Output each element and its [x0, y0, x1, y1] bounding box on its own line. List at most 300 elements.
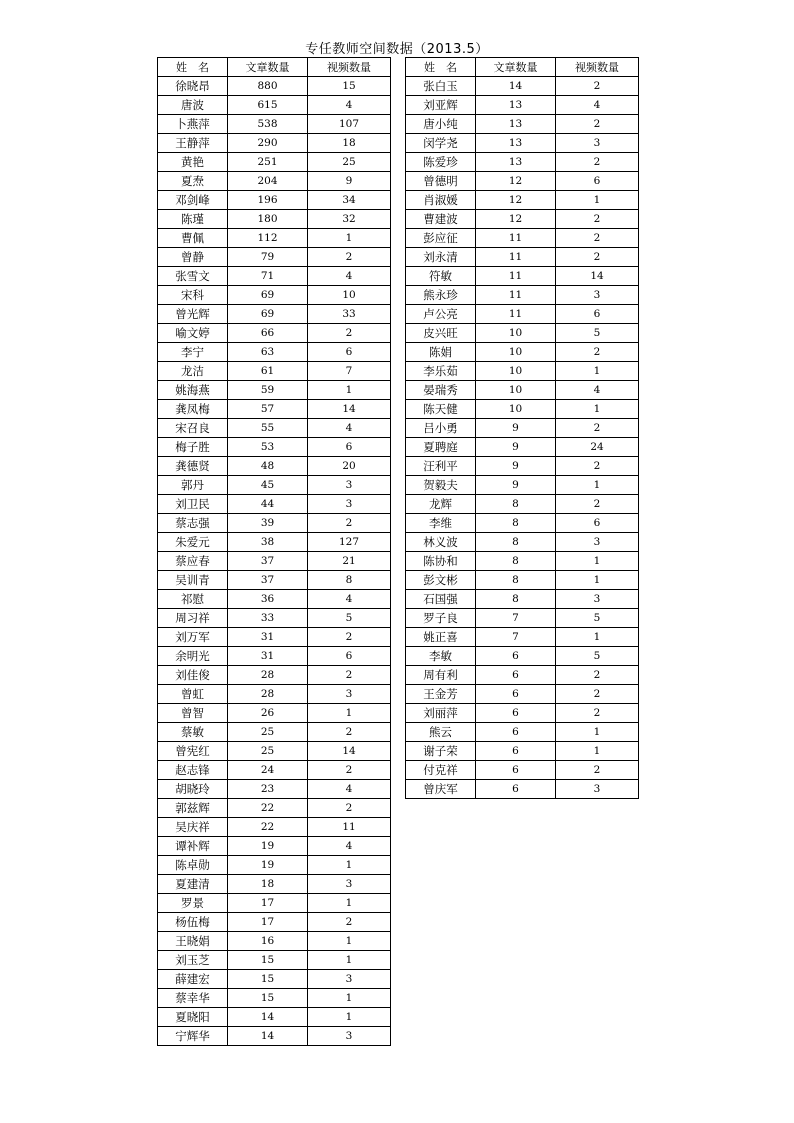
- teacher-name-cell: 李乐茹: [406, 362, 476, 381]
- article-count-cell: 24: [228, 761, 308, 780]
- table-row: [158, 932, 391, 951]
- video-count-cell: 5: [556, 609, 639, 628]
- article-count-cell: 8: [476, 495, 556, 514]
- teacher-name-cell: 陈瑾: [158, 210, 228, 229]
- video-count-cell: 1: [308, 932, 391, 951]
- table-row: [406, 210, 639, 229]
- video-count-cell: 6: [556, 172, 639, 191]
- table-row: [158, 590, 391, 609]
- teacher-name-cell: 祁慰: [158, 590, 228, 609]
- article-count-cell: 17: [228, 894, 308, 913]
- article-count-cell: 33: [228, 609, 308, 628]
- article-count-cell: 9: [476, 419, 556, 438]
- teacher-name-cell: 周习祥: [158, 609, 228, 628]
- video-count-cell: 6: [308, 438, 391, 457]
- teacher-name-cell: 刘永清: [406, 248, 476, 267]
- video-count-cell: 5: [556, 647, 639, 666]
- table-row: [158, 1008, 391, 1027]
- article-count-cell: 16: [228, 932, 308, 951]
- table-row: [158, 362, 391, 381]
- teacher-name-cell: 黄艳: [158, 153, 228, 172]
- teacher-name-cell: 罗景: [158, 894, 228, 913]
- teacher-name-cell: 夏晓阳: [158, 1008, 228, 1027]
- table-row: [406, 400, 639, 419]
- article-count-cell: 6: [476, 666, 556, 685]
- table-row: [158, 457, 391, 476]
- teacher-name-cell: 宁辉华: [158, 1027, 228, 1046]
- video-count-cell: 1: [556, 362, 639, 381]
- name-column-header: 姓 名: [406, 58, 476, 77]
- video-count-cell: 24: [556, 438, 639, 457]
- teacher-name-cell: 龙辉: [406, 495, 476, 514]
- video-count-cell: 1: [556, 742, 639, 761]
- table-row: [406, 343, 639, 362]
- video-count-cell: 14: [308, 400, 391, 419]
- video-count-cell: 4: [308, 590, 391, 609]
- video-count-cell: 1: [556, 552, 639, 571]
- teacher-name-cell: 卢公亮: [406, 305, 476, 324]
- table-row: [406, 761, 639, 780]
- teacher-name-cell: 余明光: [158, 647, 228, 666]
- table-row: [406, 609, 639, 628]
- teacher-name-cell: 石国强: [406, 590, 476, 609]
- table-row: [158, 571, 391, 590]
- article-count-cell: 17: [228, 913, 308, 932]
- video-count-cell: 3: [556, 134, 639, 153]
- table-row: [158, 609, 391, 628]
- video-count-cell: 3: [556, 590, 639, 609]
- teacher-name-cell: 夏建清: [158, 875, 228, 894]
- teacher-name-cell: 卜燕萍: [158, 115, 228, 134]
- article-count-cell: 6: [476, 761, 556, 780]
- video-count-cell: 127: [308, 533, 391, 552]
- teacher-name-cell: 龙洁: [158, 362, 228, 381]
- article-count-cell: 7: [476, 628, 556, 647]
- video-count-cell: 14: [556, 267, 639, 286]
- video-count-cell: 2: [556, 248, 639, 267]
- video-count-cell: 1: [308, 381, 391, 400]
- video-count-cell: 3: [556, 533, 639, 552]
- article-count-cell: 112: [228, 229, 308, 248]
- table-row: [158, 229, 391, 248]
- article-count-cell: 79: [228, 248, 308, 267]
- teacher-name-cell: 姚正喜: [406, 628, 476, 647]
- table-row: [158, 305, 391, 324]
- video-count-cell: 4: [556, 381, 639, 400]
- article-count-cell: 45: [228, 476, 308, 495]
- video-count-cell: 1: [308, 856, 391, 875]
- teacher-name-cell: 周有利: [406, 666, 476, 685]
- table-row: [406, 134, 639, 153]
- teacher-name-cell: 曾静: [158, 248, 228, 267]
- video-count-cell: 2: [308, 761, 391, 780]
- article-count-cell: 7: [476, 609, 556, 628]
- article-count-cell: 251: [228, 153, 308, 172]
- article-count-cell: 9: [476, 457, 556, 476]
- table-row: [406, 704, 639, 723]
- article-count-cell: 31: [228, 647, 308, 666]
- table-row: [158, 96, 391, 115]
- table-row: [158, 77, 391, 96]
- name-column-header: 姓 名: [158, 58, 228, 77]
- article-count-cell: 8: [476, 514, 556, 533]
- table-row: [158, 210, 391, 229]
- table-row: [158, 115, 391, 134]
- teacher-name-cell: 陈娟: [406, 343, 476, 362]
- video-count-cell: 1: [308, 229, 391, 248]
- teacher-name-cell: 李维: [406, 514, 476, 533]
- video-count-cell: 2: [308, 723, 391, 742]
- article-count-cell: 12: [476, 191, 556, 210]
- article-count-cell: 13: [476, 134, 556, 153]
- table-row: [158, 134, 391, 153]
- header-row: [158, 58, 391, 77]
- video-count-cell: 2: [556, 77, 639, 96]
- video-count-cell: 1: [556, 476, 639, 495]
- article-count-column-header: 文章数量: [228, 58, 308, 77]
- teacher-name-cell: 闵学尧: [406, 134, 476, 153]
- video-count-cell: 20: [308, 457, 391, 476]
- table-row: [158, 552, 391, 571]
- article-count-cell: 196: [228, 191, 308, 210]
- teacher-name-cell: 蔡应春: [158, 552, 228, 571]
- video-count-cell: 2: [556, 343, 639, 362]
- table-row: [406, 115, 639, 134]
- teacher-name-cell: 龚德贤: [158, 457, 228, 476]
- table-row: [158, 286, 391, 305]
- table-row: [158, 761, 391, 780]
- table-row: [158, 666, 391, 685]
- table-row: [158, 742, 391, 761]
- teacher-name-cell: 晏瑞秀: [406, 381, 476, 400]
- article-count-cell: 31: [228, 628, 308, 647]
- teacher-name-cell: 宋科: [158, 286, 228, 305]
- teacher-name-cell: 熊永珍: [406, 286, 476, 305]
- article-count-cell: 71: [228, 267, 308, 286]
- article-count-cell: 6: [476, 647, 556, 666]
- teacher-name-cell: 陈卓勋: [158, 856, 228, 875]
- teacher-name-cell: 皮兴旺: [406, 324, 476, 343]
- article-count-cell: 28: [228, 685, 308, 704]
- teacher-name-cell: 杨伍梅: [158, 913, 228, 932]
- article-count-cell: 69: [228, 286, 308, 305]
- teacher-name-cell: 曾虹: [158, 685, 228, 704]
- video-count-cell: 4: [308, 419, 391, 438]
- article-count-cell: 11: [476, 286, 556, 305]
- teacher-name-cell: 彭应征: [406, 229, 476, 248]
- article-count-cell: 18: [228, 875, 308, 894]
- article-count-cell: 55: [228, 419, 308, 438]
- video-count-column-header: 视频数量: [308, 58, 391, 77]
- article-count-cell: 6: [476, 780, 556, 799]
- teacher-name-cell: 陈爱珍: [406, 153, 476, 172]
- video-count-cell: 2: [556, 457, 639, 476]
- article-count-cell: 8: [476, 552, 556, 571]
- header-row: [406, 58, 639, 77]
- table-row: [406, 457, 639, 476]
- teacher-name-cell: 郭兹辉: [158, 799, 228, 818]
- table-row: [158, 875, 391, 894]
- article-count-cell: 9: [476, 438, 556, 457]
- teacher-name-cell: 喻文婷: [158, 324, 228, 343]
- article-count-cell: 615: [228, 96, 308, 115]
- teacher-name-cell: 刘丽萍: [406, 704, 476, 723]
- table-row: [406, 723, 639, 742]
- article-count-cell: 19: [228, 856, 308, 875]
- table-row: [158, 172, 391, 191]
- teacher-name-cell: 曹建波: [406, 210, 476, 229]
- teacher-name-cell: 吕小勇: [406, 419, 476, 438]
- article-count-cell: 11: [476, 248, 556, 267]
- video-count-cell: 33: [308, 305, 391, 324]
- video-count-cell: 4: [308, 96, 391, 115]
- table-row: [158, 153, 391, 172]
- table-row: [406, 172, 639, 191]
- article-count-cell: 11: [476, 267, 556, 286]
- table-row: [158, 970, 391, 989]
- video-count-cell: 1: [556, 571, 639, 590]
- article-count-cell: 13: [476, 96, 556, 115]
- video-count-cell: 5: [308, 609, 391, 628]
- table-row: [406, 305, 639, 324]
- video-count-column-header: 视频数量: [556, 58, 639, 77]
- teacher-name-cell: 符敏: [406, 267, 476, 286]
- table-row: [158, 704, 391, 723]
- teacher-name-cell: 曾智: [158, 704, 228, 723]
- table-row: [406, 552, 639, 571]
- teacher-name-cell: 张雪文: [158, 267, 228, 286]
- video-count-cell: 10: [308, 286, 391, 305]
- video-count-cell: 32: [308, 210, 391, 229]
- teacher-name-cell: 曾德明: [406, 172, 476, 191]
- video-count-cell: 3: [308, 1027, 391, 1046]
- teacher-name-cell: 梅子胜: [158, 438, 228, 457]
- teacher-name-cell: 曹佩: [158, 229, 228, 248]
- teacher-name-cell: 刘亚辉: [406, 96, 476, 115]
- article-count-cell: 25: [228, 723, 308, 742]
- article-count-cell: 15: [228, 951, 308, 970]
- teacher-name-cell: 曾庆军: [406, 780, 476, 799]
- video-count-cell: 1: [556, 628, 639, 647]
- table-row: [158, 438, 391, 457]
- table-row: [406, 571, 639, 590]
- table-row: [406, 324, 639, 343]
- teacher-name-cell: 蔡志强: [158, 514, 228, 533]
- table-row: [406, 248, 639, 267]
- table-row: [158, 989, 391, 1008]
- article-count-cell: 180: [228, 210, 308, 229]
- table-row: [158, 647, 391, 666]
- table-row: [406, 381, 639, 400]
- article-count-cell: 11: [476, 229, 556, 248]
- teacher-name-cell: 曾宪红: [158, 742, 228, 761]
- article-count-cell: 15: [228, 989, 308, 1008]
- teacher-name-cell: 朱爱元: [158, 533, 228, 552]
- article-count-cell: 12: [476, 172, 556, 191]
- teacher-name-cell: 谢子荣: [406, 742, 476, 761]
- article-count-cell: 8: [476, 571, 556, 590]
- right-data-table: [405, 57, 639, 799]
- table-row: [158, 476, 391, 495]
- video-count-cell: 2: [556, 704, 639, 723]
- table-row: [158, 514, 391, 533]
- table-row: [406, 77, 639, 96]
- article-count-cell: 10: [476, 400, 556, 419]
- video-count-cell: 3: [308, 875, 391, 894]
- teacher-name-cell: 蔡敏: [158, 723, 228, 742]
- article-count-cell: 6: [476, 742, 556, 761]
- teacher-name-cell: 彭文彬: [406, 571, 476, 590]
- video-count-cell: 1: [308, 894, 391, 913]
- table-row: [158, 913, 391, 932]
- video-count-cell: 3: [308, 685, 391, 704]
- video-count-cell: 2: [308, 913, 391, 932]
- article-count-cell: 9: [476, 476, 556, 495]
- teacher-name-cell: 李敏: [406, 647, 476, 666]
- article-count-cell: 15: [228, 970, 308, 989]
- video-count-cell: 8: [308, 571, 391, 590]
- article-count-cell: 36: [228, 590, 308, 609]
- article-count-cell: 22: [228, 799, 308, 818]
- table-row: [406, 495, 639, 514]
- video-count-cell: 9: [308, 172, 391, 191]
- table-row: [406, 153, 639, 172]
- video-count-cell: 7: [308, 362, 391, 381]
- teacher-name-cell: 熊云: [406, 723, 476, 742]
- table-row: [406, 628, 639, 647]
- article-count-cell: 69: [228, 305, 308, 324]
- video-count-cell: 34: [308, 191, 391, 210]
- video-count-cell: 1: [556, 400, 639, 419]
- teacher-name-cell: 刘卫民: [158, 495, 228, 514]
- teacher-name-cell: 姚海燕: [158, 381, 228, 400]
- teacher-name-cell: 郭丹: [158, 476, 228, 495]
- article-count-cell: 53: [228, 438, 308, 457]
- teacher-name-cell: 汪利平: [406, 457, 476, 476]
- table-row: [158, 818, 391, 837]
- table-row: [406, 96, 639, 115]
- video-count-cell: 25: [308, 153, 391, 172]
- table-row: [406, 514, 639, 533]
- video-count-cell: 4: [308, 780, 391, 799]
- table-row: [158, 685, 391, 704]
- teacher-name-cell: 徐晓昂: [158, 77, 228, 96]
- teacher-name-cell: 付克祥: [406, 761, 476, 780]
- teacher-name-cell: 夏聘庭: [406, 438, 476, 457]
- video-count-cell: 2: [308, 799, 391, 818]
- teacher-name-cell: 夏焘: [158, 172, 228, 191]
- table-row: [158, 400, 391, 419]
- article-count-cell: 204: [228, 172, 308, 191]
- article-count-cell: 8: [476, 533, 556, 552]
- article-count-cell: 880: [228, 77, 308, 96]
- video-count-cell: 4: [308, 837, 391, 856]
- table-row: [406, 666, 639, 685]
- video-count-cell: 3: [556, 780, 639, 799]
- table-row: [158, 1027, 391, 1046]
- table-row: [158, 533, 391, 552]
- teacher-name-cell: 罗子良: [406, 609, 476, 628]
- teacher-name-cell: 龚凤梅: [158, 400, 228, 419]
- teacher-name-cell: 林义波: [406, 533, 476, 552]
- table-row: [158, 951, 391, 970]
- video-count-cell: 2: [308, 248, 391, 267]
- video-count-cell: 2: [308, 628, 391, 647]
- article-count-cell: 28: [228, 666, 308, 685]
- article-count-cell: 48: [228, 457, 308, 476]
- video-count-cell: 5: [556, 324, 639, 343]
- article-count-cell: 57: [228, 400, 308, 419]
- article-count-cell: 11: [476, 305, 556, 324]
- video-count-cell: 15: [308, 77, 391, 96]
- table-row: [406, 191, 639, 210]
- teacher-name-cell: 蔡幸华: [158, 989, 228, 1008]
- table-row: [158, 191, 391, 210]
- video-count-cell: 3: [308, 476, 391, 495]
- video-count-cell: 2: [556, 210, 639, 229]
- teacher-name-cell: 李宁: [158, 343, 228, 362]
- table-row: [158, 780, 391, 799]
- table-row: [158, 894, 391, 913]
- article-count-cell: 13: [476, 153, 556, 172]
- table-row: [158, 495, 391, 514]
- video-count-cell: 14: [308, 742, 391, 761]
- table-row: [158, 381, 391, 400]
- page-title: 专任教师空间数据（2013.5）: [305, 42, 489, 57]
- table-row: [406, 533, 639, 552]
- video-count-cell: 4: [308, 267, 391, 286]
- table-row: [406, 229, 639, 248]
- video-count-cell: 2: [556, 685, 639, 704]
- article-count-cell: 10: [476, 362, 556, 381]
- teacher-name-cell: 邓剑峰: [158, 191, 228, 210]
- article-count-cell: 14: [228, 1027, 308, 1046]
- video-count-cell: 3: [308, 970, 391, 989]
- table-row: [158, 248, 391, 267]
- article-count-cell: 63: [228, 343, 308, 362]
- article-count-cell: 22: [228, 818, 308, 837]
- article-count-column-header: 文章数量: [476, 58, 556, 77]
- table-row: [406, 286, 639, 305]
- article-count-cell: 19: [228, 837, 308, 856]
- article-count-cell: 6: [476, 685, 556, 704]
- teacher-name-cell: 吴训青: [158, 571, 228, 590]
- table-row: [158, 856, 391, 875]
- video-count-cell: 2: [308, 514, 391, 533]
- article-count-cell: 6: [476, 723, 556, 742]
- video-count-cell: 2: [556, 666, 639, 685]
- table-row: [406, 419, 639, 438]
- table-row: [406, 476, 639, 495]
- article-count-cell: 538: [228, 115, 308, 134]
- table-row: [406, 438, 639, 457]
- video-count-cell: 2: [556, 419, 639, 438]
- teacher-name-cell: 王金芳: [406, 685, 476, 704]
- video-count-cell: 6: [556, 514, 639, 533]
- video-count-cell: 107: [308, 115, 391, 134]
- article-count-cell: 10: [476, 381, 556, 400]
- video-count-cell: 1: [308, 989, 391, 1008]
- article-count-cell: 59: [228, 381, 308, 400]
- video-count-cell: 21: [308, 552, 391, 571]
- table-row: [158, 723, 391, 742]
- teacher-name-cell: 肖淑媛: [406, 191, 476, 210]
- teacher-name-cell: 刘万军: [158, 628, 228, 647]
- table-row: [406, 647, 639, 666]
- table-row: [158, 628, 391, 647]
- article-count-cell: 26: [228, 704, 308, 723]
- article-count-cell: 13: [476, 115, 556, 134]
